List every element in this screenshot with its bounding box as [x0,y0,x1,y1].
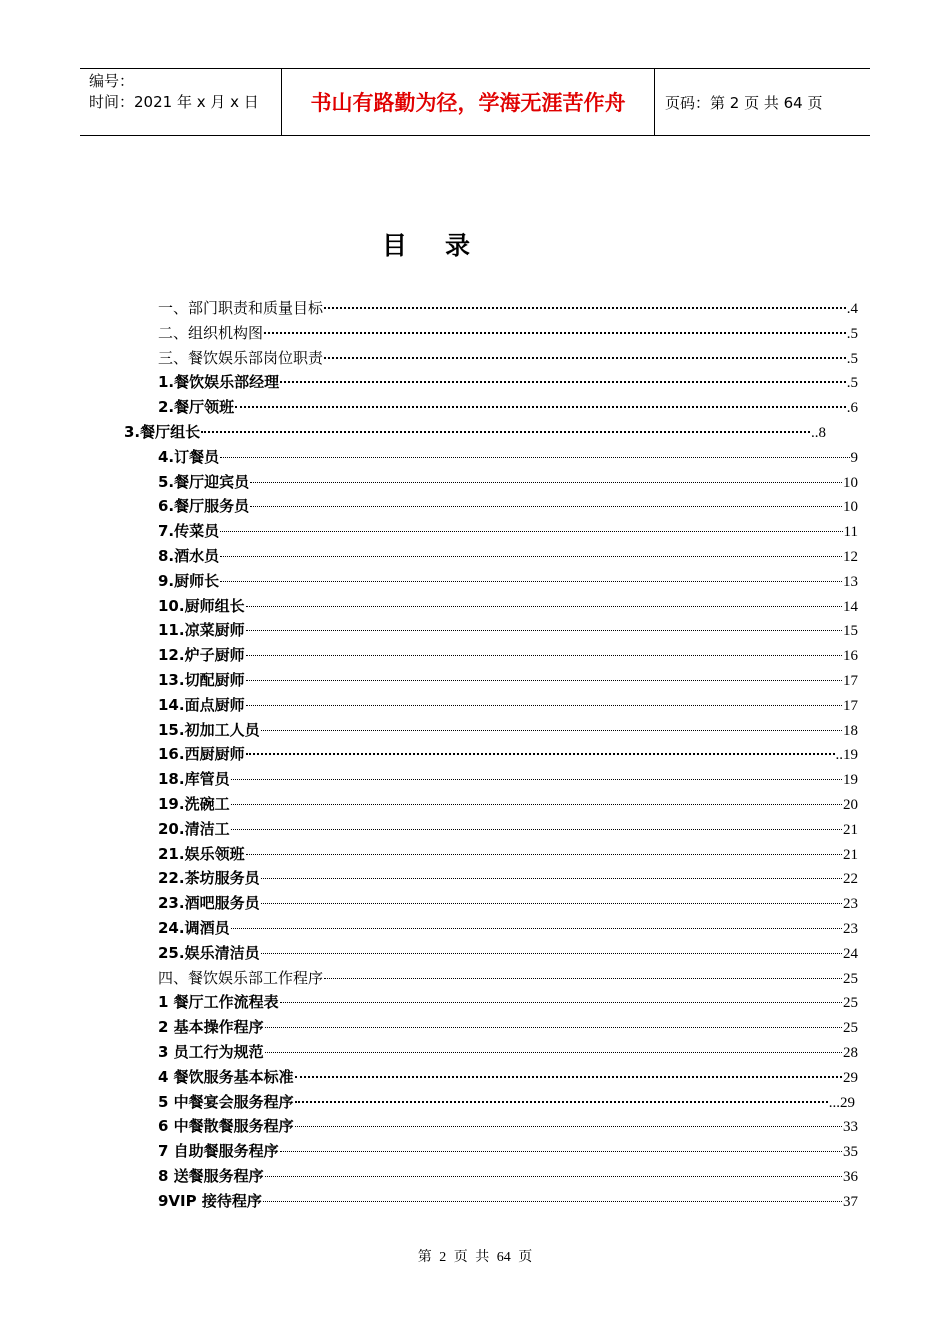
toc-entry[interactable] [158,742,858,766]
toc-entry-page: .6 [846,400,858,417]
toc-leader-dots [201,430,810,433]
toc-entry-label: 20.清洁工 [158,819,230,838]
toc-leader-dots [231,828,842,830]
toc-entry-label: 24.调酒员 [158,919,230,937]
toc-entry-page: 36 [843,1169,858,1185]
toc-entry-page: 18 [843,722,858,739]
toc-leader-dots [324,356,846,359]
toc-entry-label: 3.餐厅组长 [124,423,201,441]
header-meta [80,69,281,135]
toc-leader-dots [220,555,842,557]
toc-entry-page: 25 [843,970,858,987]
toc-entry[interactable] [158,1114,858,1138]
serial-label: 编号： [89,72,135,90]
toc-entry-page: 17 [843,673,858,689]
toc-entry-page: .5 [846,375,858,392]
toc-leader-dots [231,803,842,805]
toc-leader-dots [280,1150,842,1152]
toc-entry-label: 1 餐厅工作流程表 [158,993,279,1012]
header-page-info: 页码：第 2 页 共 64 页 [665,93,823,112]
toc-entry-label: 2.餐厅领班 [158,398,235,417]
toc-entry-page: 10 [843,474,858,491]
toc-entry-label: 8 送餐服务程序 [158,1167,264,1185]
toc-entry[interactable] [158,941,858,965]
toc-entry-page: .5 [846,350,858,367]
toc-entry-label: 14.面点厨师 [158,695,245,714]
toc-entry[interactable] [158,1189,858,1213]
document-header [80,68,870,136]
toc-entry[interactable] [158,990,858,1014]
toc-leader-dots [235,405,846,408]
toc-entry-page: 25 [843,1020,858,1037]
toc-leader-dots [246,679,842,681]
toc-leader-dots [263,1200,842,1202]
toc-leader-dots [295,1075,842,1078]
toc-entry-label: 23.酒吧服务员 [158,894,260,913]
toc-leader-dots [220,456,849,458]
toc-entry-label: 7 自助餐服务程序 [158,1142,279,1161]
toc-entry[interactable] [158,1164,858,1188]
toc-entry-page: .4 [846,301,858,317]
toc-entry-label: 9.厨师长 [158,571,220,590]
toc-entry[interactable] [158,916,858,940]
toc-entry[interactable] [158,618,858,642]
toc-entry-page: 35 [843,1144,858,1161]
toc-entry[interactable] [158,544,858,568]
toc-leader-dots [261,877,842,879]
toc-entry-page: 20 [843,797,858,813]
toc-entry-label: 19.洗碗工 [158,795,230,813]
toc-entry[interactable] [158,1040,858,1064]
toc-entry[interactable] [158,693,858,717]
toc-entry-label: 8.酒水员 [158,547,220,565]
toc-entry[interactable] [158,569,858,593]
toc-entry-page: ..8 [811,425,826,441]
toc-entry-label: 5 中餐宴会服务程序 [158,1092,294,1111]
toc-entry-page: 10 [843,499,858,516]
toc-entry-label: 一、部门职责和质量目标 [158,299,324,317]
toc-entry-page: 19 [843,772,858,789]
toc-entry-label: 12.炉子厨师 [158,646,245,665]
toc-leader-dots [280,380,846,383]
toc-entry-label: 6 中餐散餐服务程序 [158,1117,294,1136]
toc-entry[interactable] [158,1090,855,1114]
toc-leader-dots [265,1051,842,1053]
page-title: 目录 [381,231,508,260]
toc-entry[interactable] [158,594,858,618]
toc-entry[interactable] [158,519,858,543]
toc-entry[interactable] [158,866,858,890]
toc-leader-dots [261,902,842,904]
toc-entry[interactable] [158,445,858,469]
toc-entry[interactable] [158,643,858,667]
toc-leader-dots [324,306,846,309]
toc-entry-page: 17 [843,697,858,714]
toc-entry-label: 1.餐饮娱乐部经理 [158,373,280,392]
toc-entry-page: 21 [843,821,858,838]
toc-entry-page: 25 [843,995,858,1012]
toc-entry-label: 15.初加工人员 [158,720,260,739]
toc-entry-page: 13 [843,573,858,590]
toc-leader-dots [250,481,842,483]
toc-entry[interactable] [158,668,858,692]
toc-entry-label: 三、餐饮娱乐部岗位职责 [158,348,324,367]
toc-entry-label: 4 餐饮服务基本标准 [158,1067,294,1086]
toc-entry-page: 16 [843,648,858,665]
toc-leader-dots [261,952,842,954]
toc-entry[interactable] [158,370,858,394]
toc-entry-label: 11.凉菜厨师 [158,621,245,640]
toc-entry-label: 2 基本操作程序 [158,1018,264,1037]
toc-leader-dots [265,1026,842,1028]
toc-leader-dots [220,530,842,532]
toc-leader-dots [280,1001,842,1003]
toc-entry-page: .5 [846,325,858,342]
page-footer: 第 2 页 共 64 页 [417,1250,533,1265]
toc-entry-label: 22.茶坊服务员 [158,869,260,888]
toc-leader-dots [246,752,835,755]
toc-entry[interactable] [158,321,858,345]
toc-entry-label: 二、组织机构图 [158,323,264,342]
toc-entry[interactable] [158,767,858,791]
toc-entry-page: 23 [843,896,858,913]
toc-leader-dots [231,927,842,929]
toc-entry-label: 10.厨师组长 [158,596,245,615]
toc-entry[interactable] [158,494,858,518]
toc-entry-label: 9VIP 接待程序 [158,1191,262,1210]
toc-leader-dots [246,704,842,706]
toc-leader-dots [246,853,842,855]
toc-leader-dots [324,977,842,979]
toc-entry-label: 25.娱乐清洁员 [158,943,260,962]
toc-entry-page: 24 [843,945,858,962]
toc-entry[interactable] [158,1015,858,1039]
toc-entry-label: 5.餐厅迎宾员 [158,472,250,491]
toc-entry[interactable] [158,470,858,494]
toc-leader-dots [246,654,842,656]
toc-leader-dots [264,331,846,334]
toc-entry-page: 21 [843,846,858,863]
toc-entry[interactable] [158,792,858,816]
toc-entry-label: 四、餐饮娱乐部工作程序 [158,968,324,987]
toc-entry[interactable] [158,1139,858,1163]
toc-leader-dots [295,1100,828,1103]
toc-entry-label: 16.西厨厨师 [158,745,245,764]
toc-leader-dots [220,580,842,582]
toc-entry-label: 4.订餐员 [158,447,220,466]
toc-entry[interactable] [158,718,858,742]
toc-entry-label: 3 员工行为规范 [158,1043,264,1061]
toc-entry-label: 21.娱乐领班 [158,844,245,863]
toc-entry-page: 14 [843,598,858,615]
toc-entry-page: 15 [843,623,858,640]
toc-leader-dots [246,605,842,607]
toc-leader-dots [261,729,842,731]
toc-entry[interactable] [158,1065,858,1089]
toc-entry-page: 11 [843,524,858,541]
toc-entry-label: 18.库管员 [158,770,230,789]
date-label: 时间：2021 年 x 月 x 日 [89,93,259,111]
toc-entry-page: 23 [843,921,858,937]
toc-entry-page: 29 [843,1069,858,1086]
toc-leader-dots [246,629,842,631]
toc-entry-label: 13.切配厨师 [158,671,245,689]
toc-entry[interactable] [158,817,858,841]
toc-entry[interactable] [158,296,858,320]
header-motto: 书山有路勤为径，学海无涯苦作舟 [281,69,655,135]
toc-entry-label: 7.传菜员 [158,522,220,541]
toc-leader-dots [295,1125,842,1127]
toc-entry[interactable] [158,395,858,419]
toc-entry[interactable] [158,346,858,370]
toc-entry-page: 22 [843,871,858,888]
toc-leader-dots [265,1175,842,1177]
toc-entry-page: 33 [843,1119,858,1136]
toc-entry[interactable] [124,420,826,444]
toc-entry-label: 6.餐厅服务员 [158,497,250,516]
toc-entry-page: ..19 [835,747,858,764]
toc-entry[interactable] [158,891,858,915]
toc-entry-page: 37 [843,1193,858,1210]
toc-entry[interactable] [158,842,858,866]
toc-entry[interactable] [158,966,858,990]
toc-entry-page: 9 [850,449,858,466]
toc-entry-page: 28 [843,1045,858,1061]
toc-leader-dots [250,505,842,507]
toc-leader-dots [231,778,842,780]
toc-entry-page: ...29 [828,1094,855,1111]
toc-entry-page: 12 [843,549,858,565]
